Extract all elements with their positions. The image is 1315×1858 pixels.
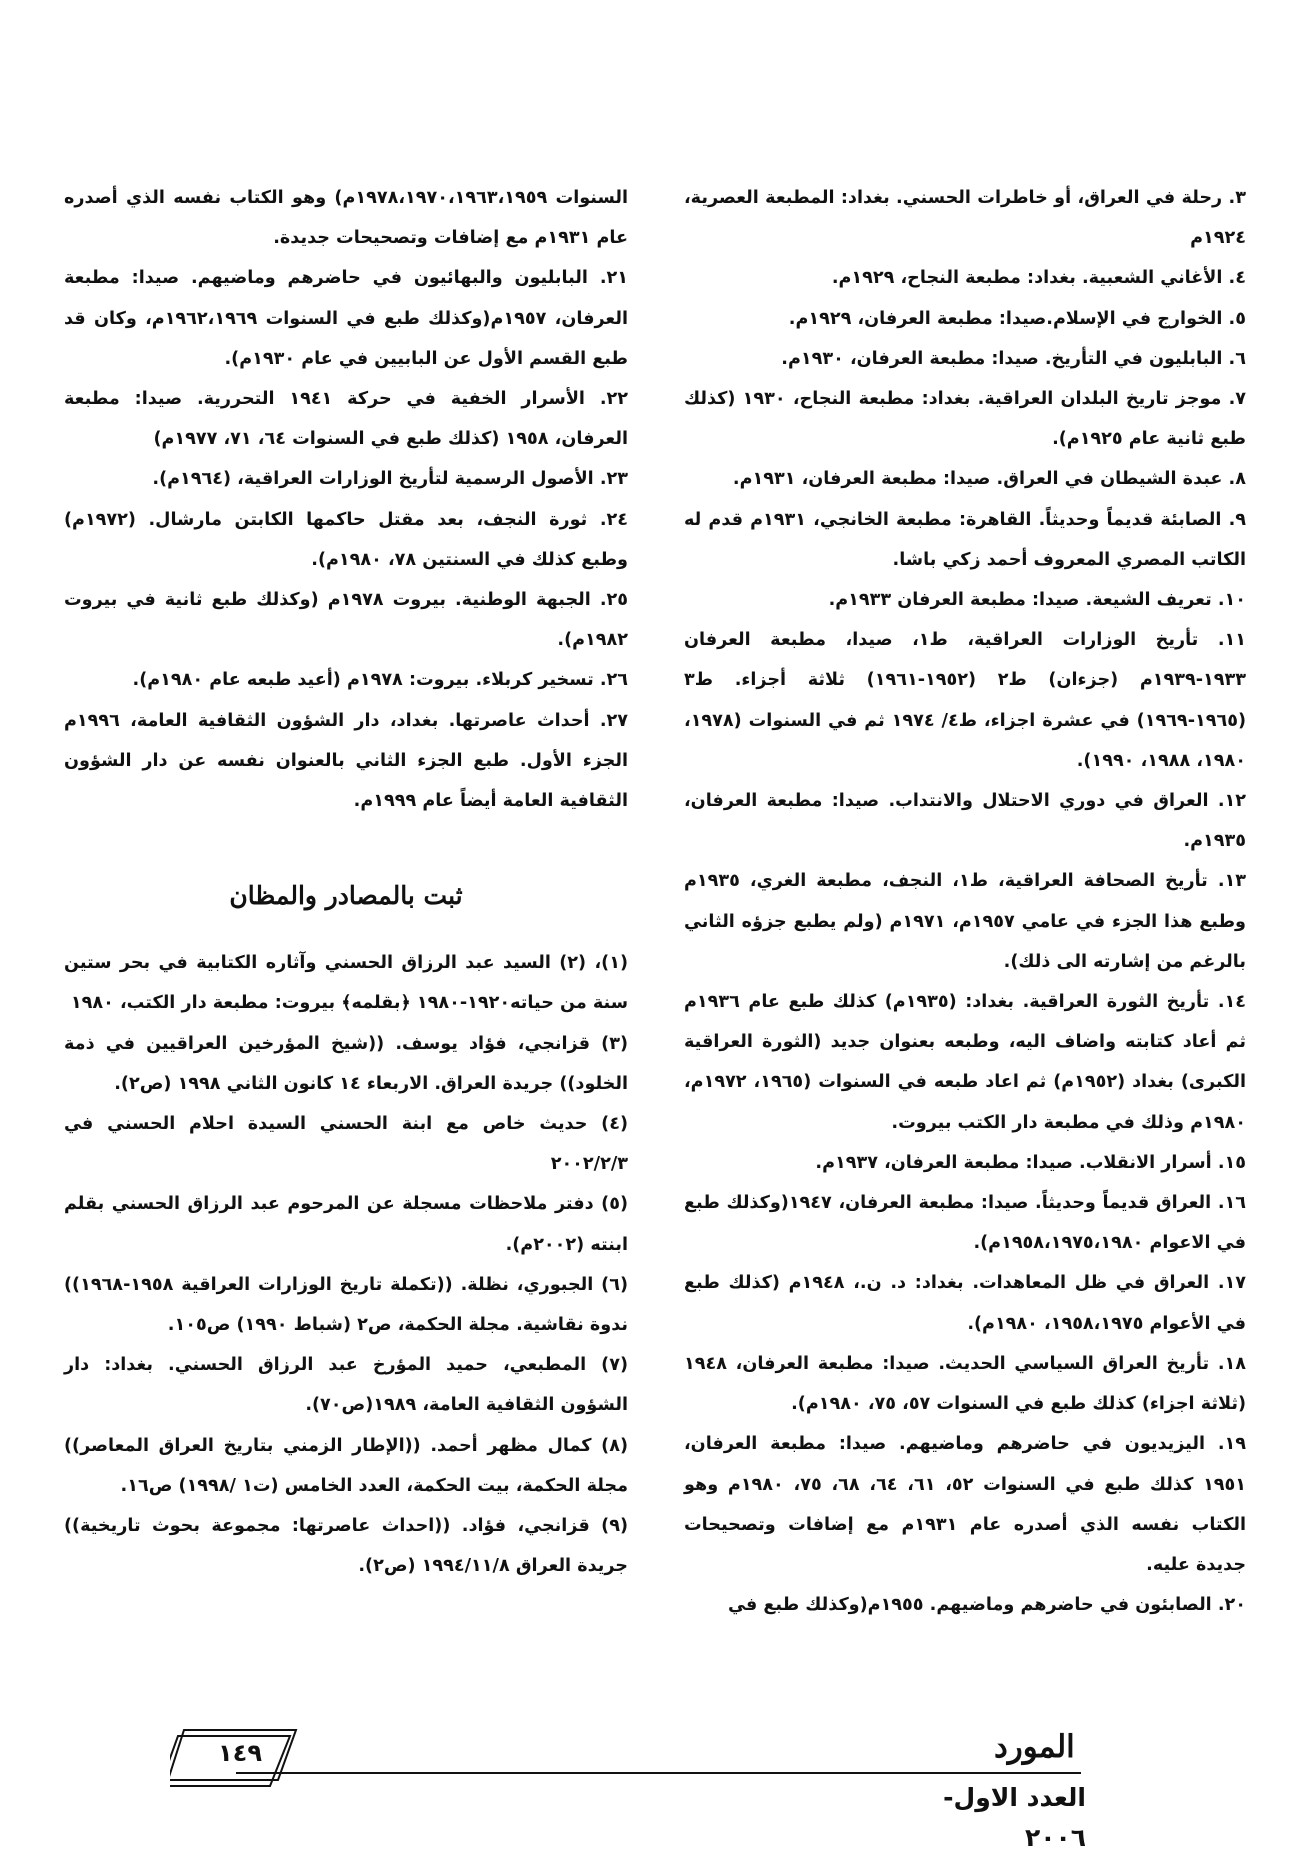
bibliography-entry-12: ١٢. العراق في دوري الاحتلال والانتداب. صيدا: مطبعة العرفان، ١٩٣٥م. [684,791,1246,852]
source-entry-4: (٤) حديث خاص مع ابنة الحسني السيدة احلام الحسني في ٢٠٠٢/٢/٣ [64,1114,628,1175]
bibliography-entry-11: ١١. تأريخ الوزارات العراقية، ط١، صيدا، مطبعة العرفان ١٩٣٣-١٩٣٩م (جزءان) ط٢ (١٩٥٢-١٩٦١) ثلاثة أجزاء. ط٣ (١٩٦٥-١٩٦٩) في عشرة اجزاء، ط٤/ ١٩٧٤ ثم في السنوات (١٩٧٨، ١٩٨٠، ١٩٨٨، ١٩٩٠). [684,630,1247,771]
bibliography-entry-22: ٢٢. الأسرار الخفية في حركة ١٩٤١ التحررية. صيدا: مطبعة العرفان، ١٩٥٨ (كذلك طبع في السنوات ٦٤، ٧١، ١٩٧٧م) [64,389,628,450]
bibliography-entry-16: ١٦. العراق قديماً وحديثاً. صيدا: مطبعة العرفان، ١٩٤٧(وكذلك طبع في الاعوام ١٩٥٨،١٩٧٥،١٩٨٠م). [684,1193,1246,1254]
source-entry-1-2: (١)، (٢) السيد عبد الرزاق الحسني وآثاره الكتابية في بحر ستين سنة من حياته١٩٢٠-١٩٨٠ ﴿بقلمه﴾ بيروت: مطبعة دار الكتب، ١٩٨٠ [64,953,628,1014]
bibliography-entry-14: ١٤. تأريخ الثورة العراقية. بغداد: (١٩٣٥م) كذلك طبع عام ١٩٣٦م ثم أعاد كتابته واضاف اليه، وطبعه بعنوان جديد (الثورة العراقية الكبرى) بغداد (١٩٥٢م) ثم اعاد طبعه في السنوات (١٩٦٥، ١٩٧٢م، ١٩٨٠م وذلك في مطبعة دار الكتب بيروت. [684,992,1247,1133]
bibliography-entry-5: ٥. الخوارج في الإسلام.صيدا: مطبعة العرفان، ١٩٢٩م. [788,308,1246,329]
bibliography-entry-8: ٨. عبدة الشيطان في العراق. صيدا: مطبعة العرفان، ١٩٣١م. [732,469,1246,490]
bibliography-entry-18: ١٨. تأريخ العراق السياسي الحديث. صيدا: مطبعة العرفان، ١٩٤٨ (ثلاثة اجزاء) كذلك طبع في السنوات ٥٧، ٧٥، ١٩٨٠م). [684,1353,1246,1415]
source-entry-8: (٨) كمال مظهر أحمد. ((الإطار الزمني بتاريخ العراق المعاصر)) مجلة الحكمة، بيت الحكمة، العدد الخامس (ت١ /١٩٩٨) ص١٦. [64,1435,628,1496]
page-number: ١٤٩ [218,1739,262,1767]
bibliography-entry-13: ١٣. تأريخ الصحافة العراقية، ط١، النجف، مطبعة الغري، ١٩٣٥م وطبع هذا الجزء في عامي ١٩٥٧م، ١٩٧١م (ولم يطبع جزؤه الثاني بالرغم من إشارته الى ذلك). [684,871,1246,972]
source-entry-9: (٩) قزانجي، فؤاد. ((احداث عاصرتها: مجموعة بحوث تاريخية)) جريدة العراق ١٩٩٤/١١/٨ (ص٢). [64,1516,628,1577]
source-entry-3: (٣) قزانجي، فؤاد يوسف. ((شيخ المؤرخين العراقيين في ذمة الخلود)) جريدة العراق. الاربعاء ١٤ كانون الثاني ١٩٩٨ (ص٢). [64,1033,628,1094]
right-column [684,178,1246,1625]
bibliography-entry-19: ١٩. اليزيديون في حاضرهم وماضيهم. صيدا: مطبعة العرفان، ١٩٥١ كذلك طبع في السنوات ٥٢، ٦١، ٦٤، ٦٨، ٧٥، ١٩٨٠م وهو الكتاب نفسه الذي أصدره عام ١٩٣١م مع إضافات وتصحيحات جديدة عليه. [684,1434,1247,1575]
bibliography-entry-26: ٢٦. تسخير كربلاء. بيروت: ١٩٧٨م (أعيد طبعه عام ١٩٨٠م). [132,670,628,691]
source-entry-6: (٦) الجبوري، نظلة. ((تكملة تاريخ الوزارات العراقية ١٩٥٨-١٩٦٨)) ندوة نقاشية. مجلة الحكمة، ص٢ (شباط ١٩٩٠) ص١٠٥. [64,1274,628,1336]
bibliography-entry-27: ٢٧. أحداث عاصرتها. بغداد، دار الشؤون الثقافية العامة، ١٩٩٦م الجزء الأول. طبع الجزء الثاني بالعنوان نفسه عن دار الشؤون الثقافية العامة أيضاً عام ١٩٩٩م. [64,710,628,812]
left-column [64,178,628,1587]
source-entry-5: (٥) دفتر ملاحظات مسجلة عن المرحوم عبد الرزاق الحسني بقلم ابنته (٢٠٠٢م). [64,1194,628,1255]
bibliography-entry-20-continued: السنوات ١٩٧٨،١٩٧٠،١٩٦٣،١٩٥٩م) وهو الكتاب نفسه الذي أصدره عام ١٩٣١م مع إضافات وتصحيحات جديدة. [64,188,628,249]
journal-logo: المورد [994,1729,1075,1765]
bibliography-entry-17: ١٧. العراق في ظل المعاهدات. بغداد: د. ن.، ١٩٤٨م (كذلك طبع في الأعوام ١٩٥٨،١٩٧٥، ١٩٨٠م). [684,1273,1246,1334]
bibliography-entry-10: ١٠. تعريف الشيعة. صيدا: مطبعة العرفان ١٩٣٣م. [828,590,1246,611]
footer-divider [236,1772,1081,1774]
bibliography-entry-20: ٢٠. الصابئون في حاضرهم وماضيهم. ١٩٥٥م(وكذلك طبع في [727,1595,1246,1616]
bibliography-entry-7: ٧. موجز تاريخ البلدان العراقية. بغداد: مطبعة النجاح، ١٩٣٠ (كذلك طبع ثانية عام ١٩٢٥م). [684,389,1246,450]
bibliography-entry-3: ٣. رحلة في العراق، أو خاطرات الحسني. بغداد: المطبعة العصرية، ١٩٢٤م [684,188,1246,249]
bibliography-entry-4: ٤. الأغاني الشعبية. بغداد: مطبعة النجاح، ١٩٢٩م. [831,268,1246,289]
issue-label: العدد الاول- ٢٠٠٦ [943,1783,1086,1852]
bibliography-entry-15: ١٥. أسرار الانقلاب. صيدا: مطبعة العرفان، ١٩٣٧م. [815,1152,1246,1173]
bibliography-entry-25: ٢٥. الجبهة الوطنية. بيروت ١٩٧٨م (وكذلك طبع ثانية في بيروت ١٩٨٢م). [64,590,628,651]
source-entry-7: (٧) المطبعي، حميد المؤرخ عبد الرزاق الحسني. بغداد: دار الشؤون الثقافية العامة، ١٩٨٩(ص٧٠). [64,1355,628,1416]
bibliography-entry-9: ٩. الصابئة قديماً وحديثاً. القاهرة: مطبعة الخانجي، ١٩٣١م قدم له الكاتب المصري المعروف أحمد زكي باشا. [684,509,1247,570]
bibliography-entry-21: ٢١. البابليون والبهائيون في حاضرهم وماضيهم. صيدا: مطبعة العرفان، ١٩٥٧م(وكذلك طبع في السنوات ١٩٦٢،١٩٦٩م، وكان قد طبع القسم الأول عن البابيين في عام ١٩٣٠م). [64,268,628,369]
bibliography-entry-6: ٦. البابليون في التأريخ. صيدا: مطبعة العرفان، ١٩٣٠م. [781,348,1246,369]
bibliography-entry-24: ٢٤. ثورة النجف، بعد مقتل حاكمها الكابتن مارشال. (١٩٧٢م) وطبع كذلك في السنتين ٧٨، ١٩٨٠م). [64,509,628,570]
sources-heading: ثبت بالمصادر والمظان [229,881,463,911]
bibliography-entry-23: ٢٣. الأصول الرسمية لتأريخ الوزارات العراقية، (١٩٦٤م). [152,469,628,490]
